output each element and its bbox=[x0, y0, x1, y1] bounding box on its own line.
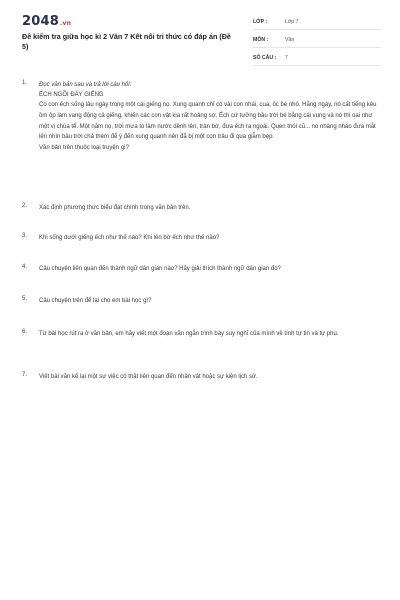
question-text: Câu chuyện trên để lại cho em bài học gì? bbox=[39, 298, 152, 304]
question-item bbox=[22, 80, 382, 153]
question-text: Từ bài học rút ra ở văn bản, em hãy viết một đoạn văn ngắn trình bày suy nghĩ của mình về tính tự tin và tự phụ. bbox=[39, 331, 339, 337]
meta-label: MÔN : bbox=[253, 36, 269, 43]
question-item bbox=[22, 264, 382, 274]
meta-row-question-count bbox=[253, 50, 381, 66]
question-number: 1. bbox=[22, 80, 28, 86]
question-item bbox=[22, 372, 382, 382]
document-title: Đề kiểm tra giữa học kì 2 Văn 7 Kết nối tri thức có đáp án (Đề 5) bbox=[22, 32, 231, 51]
meta-value: Lớp 7 bbox=[285, 18, 299, 25]
question-text: Xác định phương thức biểu đạt chính trong văn bản trên. bbox=[39, 205, 191, 211]
question-item bbox=[22, 203, 382, 213]
question-intro: Đọc văn bản sau và trả lời câu hỏi: bbox=[39, 82, 132, 88]
question-number: 6. bbox=[22, 329, 28, 335]
question-number: 7. bbox=[22, 372, 28, 378]
question-item bbox=[22, 296, 382, 306]
meta-row-class bbox=[253, 14, 381, 30]
question-number: 4. bbox=[22, 264, 28, 270]
meta-row-subject bbox=[253, 32, 381, 48]
logo-main: 2048 bbox=[22, 14, 59, 29]
site-logo[interactable] bbox=[22, 14, 71, 29]
question-body bbox=[39, 80, 382, 153]
passage-title: ẾCH NGỒI ĐÁY GIẾNG bbox=[39, 92, 104, 98]
meta-label: LỚP : bbox=[253, 18, 268, 25]
question-number: 5. bbox=[22, 296, 28, 302]
question-item bbox=[22, 233, 382, 243]
question-number: 2. bbox=[22, 203, 28, 209]
meta-value: 7 bbox=[285, 54, 288, 61]
question-text: Khi sống dưới giếng ếch như thế nào? Khi lên bờ ếch như thế nào? bbox=[39, 235, 220, 241]
logo-suffix: .vn bbox=[59, 20, 72, 27]
meta-table bbox=[253, 14, 381, 68]
question-number: 3. bbox=[22, 233, 28, 239]
question-text: Câu chuyện liên quan đến thành ngữ dân gian nào? Hãy giải thích thành ngữ dân gian đó? bbox=[39, 266, 281, 272]
question-text: Văn bản trên thuộc loại truyện gì? bbox=[39, 145, 130, 152]
question-item bbox=[22, 329, 382, 339]
meta-value: Văn bbox=[285, 36, 295, 43]
question-text: Viết bài văn kể lại một sự việc có thật liên quan đến nhân vật hoặc sự kiện lịch sử. bbox=[39, 374, 258, 380]
passage-text: Có con ếch sống lâu ngày trong một cái giếng nọ. Xung quanh chỉ có vài con nhái, cua, ốc bé nhỏ. Hằng ngày, nó cất tiếng kêu ồm ộp làm vang động cả giếng, khiến các con vật kia rất hoảng sợ. Ếch cứ tưởng bầu trời bé bằng cái vung và nó thì oai như một vị chúa tể. Một năm nọ, trời mưa to làm nước dềnh lên, tràn bờ, đưa ếch ra ngoài. Quen thói cũ... nó nhâng nháo đưa mắt lên nhìn bầu trời chả thèm để ý đến xung quanh nên đã bị một con trâu đi qua giẫm bẹp. bbox=[39, 102, 377, 141]
meta-label: SỐ CÂU : bbox=[253, 54, 277, 61]
